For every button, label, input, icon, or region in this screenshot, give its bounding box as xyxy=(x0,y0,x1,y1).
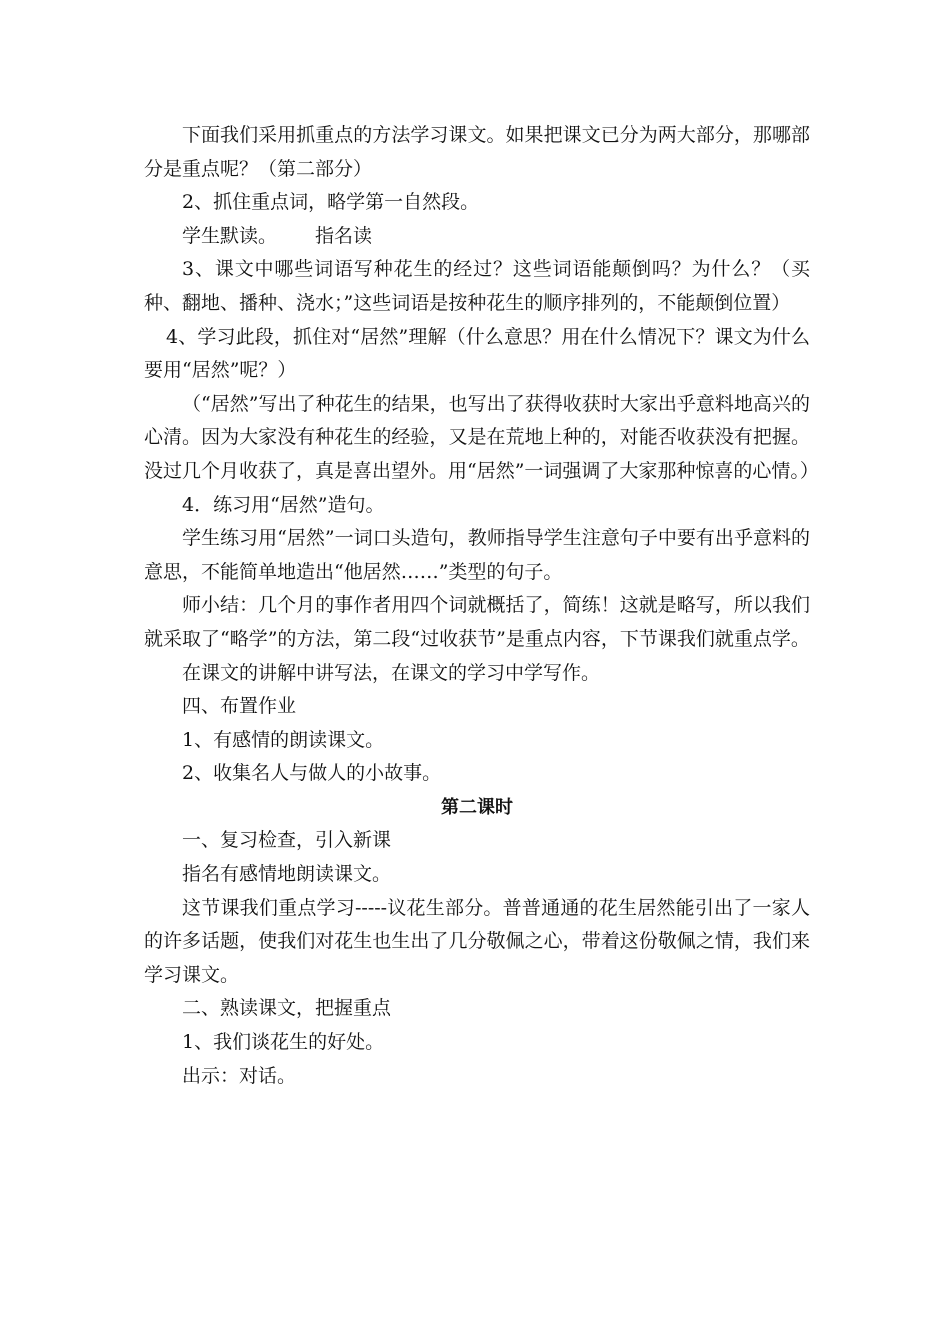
paragraph-writing-method: 在课文的讲解中讲写法，在课文的学习中学写作。 xyxy=(182,661,601,684)
paragraph-reading xyxy=(144,220,810,254)
paragraph-homework-2: 2、收集名人与做人的小故事。 xyxy=(182,762,442,785)
paragraph-practice: 4．练习用“居然”造句。 xyxy=(182,493,385,516)
paragraph-step-4: 4、学习此段，抓住对“居然”理解（什么意思？用在什么情况下？课文为什么要用“居然”呢？） xyxy=(144,325,810,382)
paragraph-show-dialogue: 出示：对话。 xyxy=(182,1064,297,1087)
paragraph-read-with-feeling: 指名有感情地朗读课文。 xyxy=(182,863,392,886)
paragraph-step-3: 3、课文中哪些词语写种花生的经过？这些词语能颠倒吗？为什么？（买种、翻地、播种、浇水；”这些词语是按种花生的顺序排列的，不能颠倒位置） xyxy=(144,258,810,314)
paragraph-intro: 下面我们采用抓重点的方法学习课文。如果把课文已分为两大部分，那哪部分是重点呢？（第二部分） xyxy=(144,124,810,180)
silent-reading-text: 学生默读。 xyxy=(182,224,278,247)
paragraph-review: 一、复习检查，引入新课 xyxy=(182,829,392,852)
paragraph-lesson-focus: 这节课我们重点学习-----议花生部分。普普通通的花生居然能引出了一家人的许多话题，使我们对花生也生出了几分敬佩之心，带着这份敬佩之情，我们来学习课文。 xyxy=(144,896,810,986)
section-heading: 第二课时 xyxy=(441,796,513,818)
paragraph-homework-title: 四、布置作业 xyxy=(182,695,297,718)
paragraph-teacher-summary: 师小结：几个月的事作者用四个词就概括了，简练！这就是略写，所以我们就采取了“略学”的方法，第二段“过收获节”是重点内容，下节课我们就重点学。 xyxy=(144,594,810,650)
paragraph-read-text: 二、熟读课文，把握重点 xyxy=(182,997,392,1020)
paragraph-juran-explanation: （“居然”写出了种花生的结果，也写出了获得收获时大家出乎意料地高兴的心清。因为大家没有种花生的经验，又是在荒地上种的，对能否收获没有把握。没过几个月收获了，真是喜出望外。用“居然”一词强调了大家那种惊喜的心情。） xyxy=(144,392,819,482)
paragraph-step-2: 2、抓住重点词，略学第一自然段。 xyxy=(182,191,480,214)
read-aloud-text: 指名读 xyxy=(315,224,373,247)
paragraph-homework-1: 1、有感情的朗读课文。 xyxy=(182,728,385,751)
paragraph-student-practice: 学生练习用“居然”一词口头造句，教师指导学生注意句子中要有出乎意料的意思，不能简单地造出“他居然……”类型的句子。 xyxy=(144,527,810,583)
paragraph-peanut-benefits: 1、我们谈花生的好处。 xyxy=(182,1031,385,1054)
